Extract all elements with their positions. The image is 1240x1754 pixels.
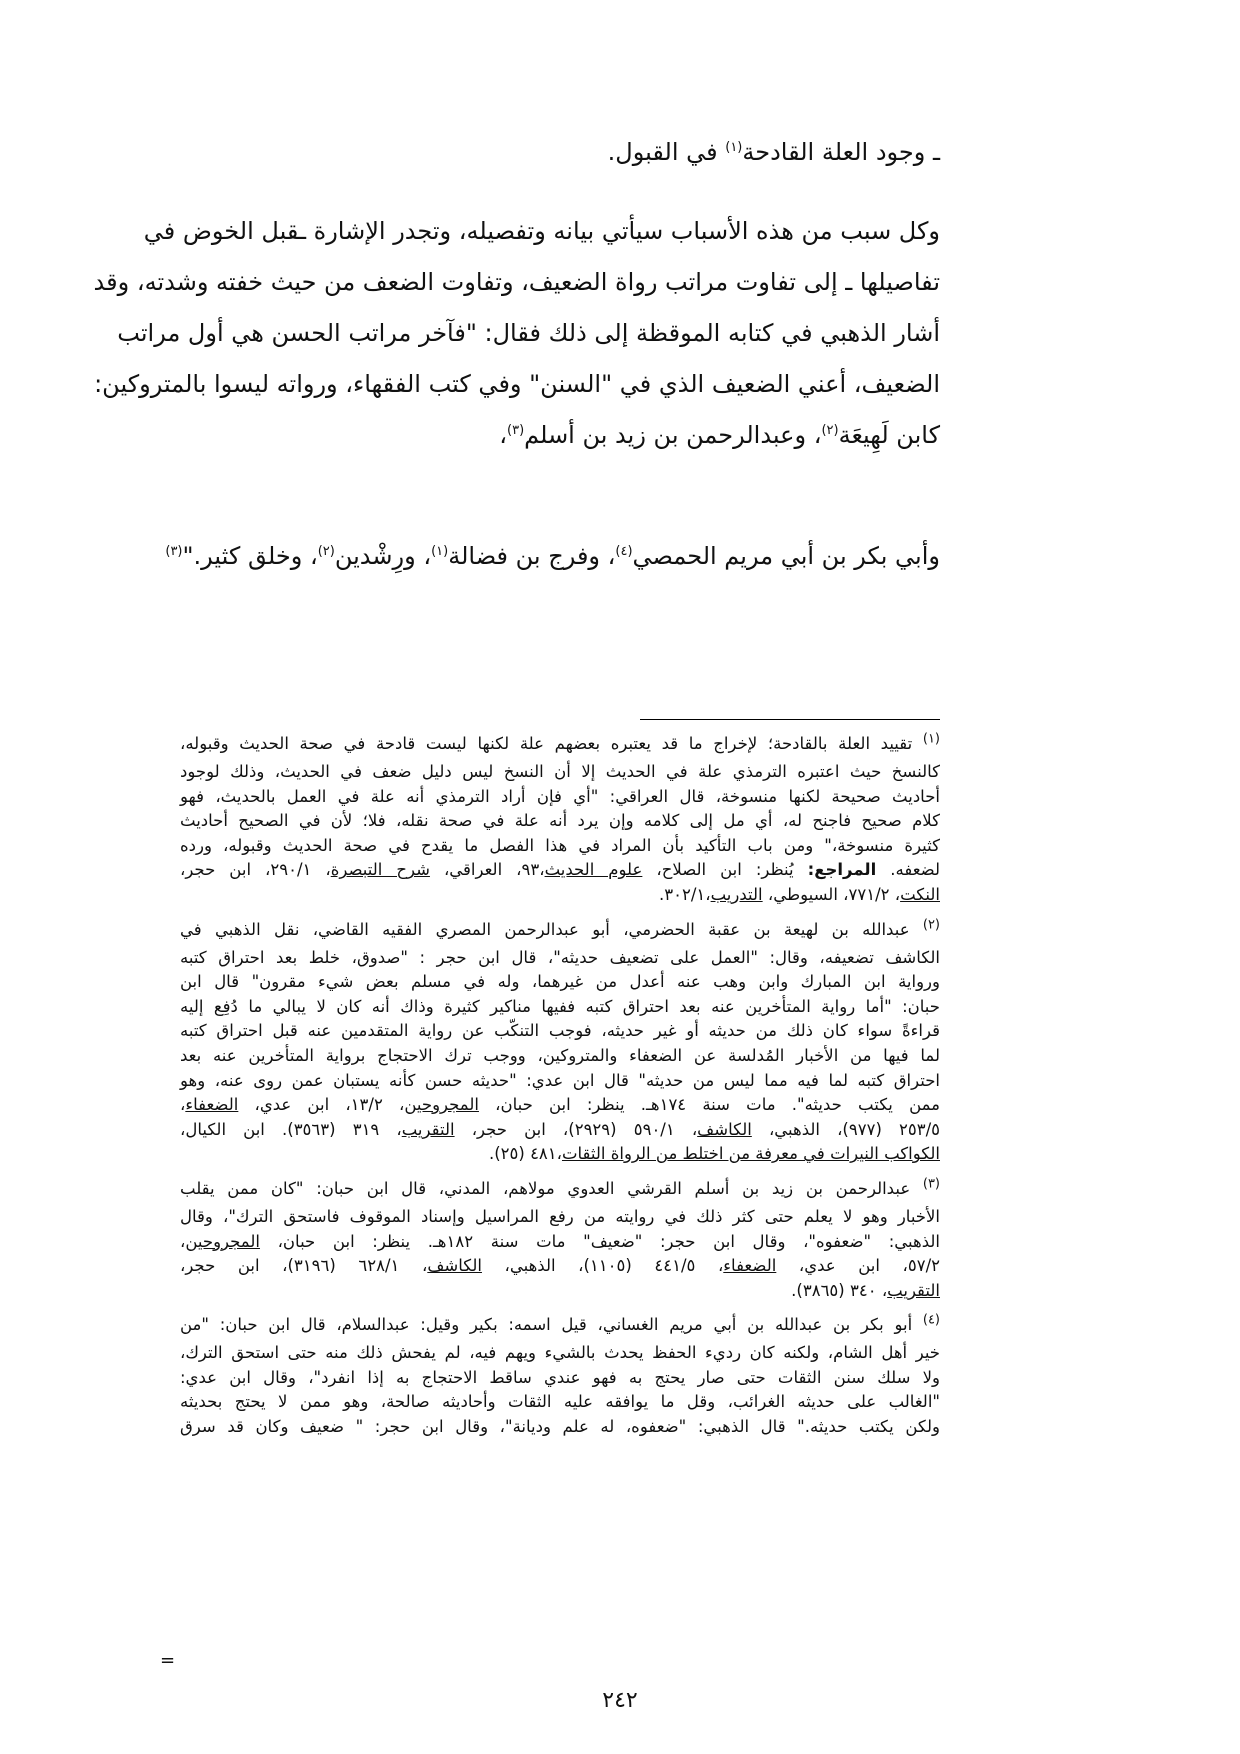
book-title: التدريب <box>710 884 763 904</box>
footnote-2 <box>180 914 940 1167</box>
footnotes <box>180 728 940 1446</box>
text: ، ٣١٩ (٣٥٦٣). ابن الكيال، <box>180 1119 402 1139</box>
footnote-line <box>180 1093 940 1118</box>
body-line <box>165 532 940 580</box>
text: ، ٢٩٠/١، ابن حجر، <box>180 860 331 880</box>
footnote-number: (٤) <box>922 1312 940 1328</box>
footnote-ref[interactable]: (٢) <box>821 423 839 438</box>
text: ، ٤٤١/٥ (١١٠٥)، الذهبي، <box>481 1256 724 1276</box>
footnote-line <box>180 858 940 883</box>
footnote-line: كلام صحيح فاجنح له، أي مل إلى كلامه وإن يرد أنه علة في صحة نقله، فلا؛ لأن في الصحيح أحاديث <box>180 811 940 831</box>
footnote-line: خير أهل الشام، ولكنه كان رديء الحفظ يحدث بالشيء ويهم فيه، لم يفحش ذلك منه حتى استحق الترك، <box>180 1343 940 1363</box>
footnote-number: (١) <box>922 731 940 747</box>
footnote-line: كالنسخ حيث اعتبره الترمذي علة في الحديث إلا أن النسخ ليس دليل ضعف في الحديث، وذلك لوجود <box>180 762 940 781</box>
body-paragraph-3 <box>165 532 940 580</box>
book-title: الكاشف <box>697 1119 752 1139</box>
continuation-mark: = <box>160 1650 176 1671</box>
text: ، <box>180 1095 186 1115</box>
footnote-number: (٣) <box>922 1176 940 1192</box>
text: ، ٣٤٠ (٣٨٦٥). <box>791 1280 888 1300</box>
footnote-body <box>180 1205 940 1303</box>
book-title: الكاشف <box>427 1256 482 1276</box>
footnote-line: ولا سلك سنن الثقات حتى صار يحتج به فهو عندي ساقط الاحتجاج به إذا انفرد"، وقال ابن عدي: <box>180 1367 940 1387</box>
text: ٥٧/٢، ابن عدي، <box>776 1256 940 1276</box>
book-title: الضعفاء <box>723 1256 777 1276</box>
footnote-line: "الغالب على حديثه الغرائب، وقل ما يوافقه عليه الثقات وأحاديثه صالحة، وهو ممن لا يحتج بحديثه <box>180 1392 940 1412</box>
footnote-line: الأخبار وهو لا يعلم حتى كثر ذلك في روايته من رفع المراسيل وإسناد الموقوف فاستحق الترك"، وقال <box>180 1206 940 1226</box>
footnote-line <box>180 1254 940 1279</box>
footnote-separator <box>640 719 940 720</box>
footnote-line: احتراق كتبه لما فيه مما ليس من حديثه" قال ابن عدي: "حديثه حسن كأنه يستبان عمن روى عنه، وهو <box>180 1070 940 1090</box>
text: عبدالله بن لهيعة بن عقبة الحضرمي، أبو عبدالرحمن المصري الفقيه القاضي، نقل الذهبي في <box>180 919 923 939</box>
text: ، وفرج بن فضالة <box>448 542 616 570</box>
book-title: شرح التبصرة <box>330 860 430 880</box>
body-line-1 <box>180 128 940 176</box>
body-line: الضعيف، أعني الضعيف الذي في "السنن" وفي كتب الفقهاء، ورواته ليسوا بالمتروكين: <box>94 370 940 398</box>
text: ،٣٠٢/١. <box>659 884 711 904</box>
text: ـ وجود العلة القادحة <box>742 138 940 166</box>
text: يُنظر: ابن الصلاح، <box>642 860 808 880</box>
book-title: التقريب <box>887 1280 940 1300</box>
body-paragraph-2 <box>93 206 940 461</box>
body-line: وكل سبب من هذه الأسباب سيأتي بيانه وتفصيله، وتجدر الإشارة ـقبل الخوض في <box>143 217 940 245</box>
text: ٢٥٣/٥ (٩٧٧)، الذهبي، <box>751 1119 941 1139</box>
text: الذهبي: "ضعفوه"، وقال ابن حجر: "ضعيف" مات سنة ١٨٢هـ. ينظر: ابن حبان، <box>259 1231 940 1251</box>
footnote-line: لما فيها من الأخبار المُدلسة عن الضعفاء والمتروكين، ووجب ترك الاحتجاج برواية المتأخرين عنه بعد <box>180 1045 940 1065</box>
footnote-ref[interactable]: (٣) <box>165 544 183 559</box>
references-label: المراجع: <box>807 860 877 880</box>
footnote-4 <box>180 1309 940 1439</box>
footnote-ref[interactable]: (٤) <box>615 544 633 559</box>
footnote-first-line <box>180 1173 940 1205</box>
text: كابن لَهِيعَة <box>838 421 940 449</box>
footnote-line: كثيرة منسوخة،" ومن باب التأكيد بأن المراد في هذا الفصل ما يقدح في صحة الحديث وقبوله، ورده <box>180 835 940 855</box>
text: ، ورِشْدين <box>334 542 432 570</box>
footnote-line: أحاديث صحيحة لكنها منسوخة، قال العراقي: "أي فإن أراد الترمذي أنه علة في العمل بالحديث، فهو <box>180 786 940 806</box>
text: ، <box>180 1231 186 1251</box>
footnote-first-line <box>180 728 940 760</box>
footnote-body <box>180 1341 940 1439</box>
book-title: المجروحين <box>185 1231 260 1251</box>
footnote-body <box>180 946 940 1167</box>
text: وأبي بكر بن أبي مريم الحمصي <box>632 542 940 570</box>
text: ، ١٣/٢، ابن عدي، <box>238 1095 405 1115</box>
footnote-line <box>180 1279 940 1304</box>
body-line: تفاصيلها ـ إلى تفاوت مراتب رواة الضعيف، وتفاوت الضعف من حيث خفته وشدته، وقد <box>93 268 940 296</box>
text: ، وعبدالرحمن بن زيد بن أسلم <box>524 421 822 449</box>
book-title: علوم الحديث <box>544 860 643 880</box>
text: ، وخلق كثير." <box>182 542 318 570</box>
footnote-first-line <box>180 914 940 946</box>
footnote-line <box>180 1230 940 1255</box>
footnote-3 <box>180 1173 940 1303</box>
footnote-ref[interactable]: (١) <box>431 544 449 559</box>
page-number: ٢٤٢ <box>602 1688 638 1713</box>
text: ، ٦٢٨/١ (٣١٩٦)، ابن حجر، <box>180 1256 428 1276</box>
book-title: الكواكب النيرات في معرفة من اختلط من الرواة الثقات <box>561 1144 940 1164</box>
footnote-line: ورواية ابن المبارك وابن وهب عنه أعدل من غيرهما، وله في مسلم بعض شيء مقرون" قال ابن <box>180 972 940 992</box>
body-line <box>180 410 940 461</box>
footnote-ref[interactable]: (٣) <box>507 423 525 438</box>
footnote-1 <box>180 728 940 908</box>
footnote-line: الكاشف تضعيفه، وقال: "العمل على تضعيف حديثه"، قال ابن حجر : "صدوق، خلط بعد احتراق كتبه <box>180 947 940 967</box>
text: ممن يكتب حديثه". مات سنة ١٧٤هـ. ينظر: ابن حبان، <box>478 1095 941 1115</box>
text: ، ٧٧١/٢، السيوطي، <box>762 884 901 904</box>
footnote-line: قراءةً سواء كان ذلك من حديثه أو غير حديثه، فوجب التنكّب عن رواية المتقدمين عنه قبل احتراق كتبه <box>180 1021 940 1041</box>
text: ، <box>499 421 508 449</box>
text: ،٩٣، العراقي، <box>429 860 545 880</box>
text: أبو بكر بن عبدالله بن أبي مريم الغساني، قيل اسمه: بكير وقيل: عبدالسلام، قال ابن حبان: "من <box>180 1315 923 1335</box>
footnote-line <box>180 1142 940 1167</box>
footnote-line <box>180 883 940 908</box>
footnote-body <box>180 760 940 908</box>
book-title: التقريب <box>401 1119 455 1139</box>
book-title: الضعفاء <box>185 1095 239 1115</box>
footnote-ref[interactable]: (١) <box>725 140 743 155</box>
text: ،٤٨١ (٢٥). <box>488 1144 562 1164</box>
book-title: المجروحين <box>404 1095 479 1115</box>
text: عبدالرحمن بن زيد بن أسلم القرشي العدوي مولاهم، المدني، قال ابن حبان: "كان ممن يقلب <box>180 1178 923 1198</box>
text: ، ٥٩٠/١ (٢٩٢٩)، ابن حجر، <box>454 1119 698 1139</box>
text: تقييد العلة بالقادحة؛ لإخراج ما قد يعتبره بعضهم علة لكنها ليست قادحة في صحة الحديث وقبوله، <box>180 734 923 753</box>
text: في القبول. <box>607 138 726 166</box>
footnote-line <box>180 1118 940 1143</box>
footnote-ref[interactable]: (٢) <box>317 544 335 559</box>
footnote-line: حبان: "أما رواية المتأخرين عنه بعد احتراق كتبه ففيها مناكير كثيرة وذاك أنه كان لا يبالي ما دُفِع إليه <box>180 996 940 1016</box>
body-line: أشار الذهبي في كتابه الموقظة إلى ذلك فقال: "فآخر مراتب الحسن هي أول مراتب <box>117 319 940 347</box>
footnote-number: (٢) <box>922 917 940 933</box>
footnote-first-line <box>180 1309 940 1341</box>
text: لضعفه. <box>876 860 940 880</box>
book-title: النكت <box>900 884 940 904</box>
footnote-line: ولكن يكتب حديثه." قال الذهبي: "ضعفوه، له علم وديانة"، وقال ابن حجر: " ضعيف وكان قد سرق <box>180 1417 940 1437</box>
